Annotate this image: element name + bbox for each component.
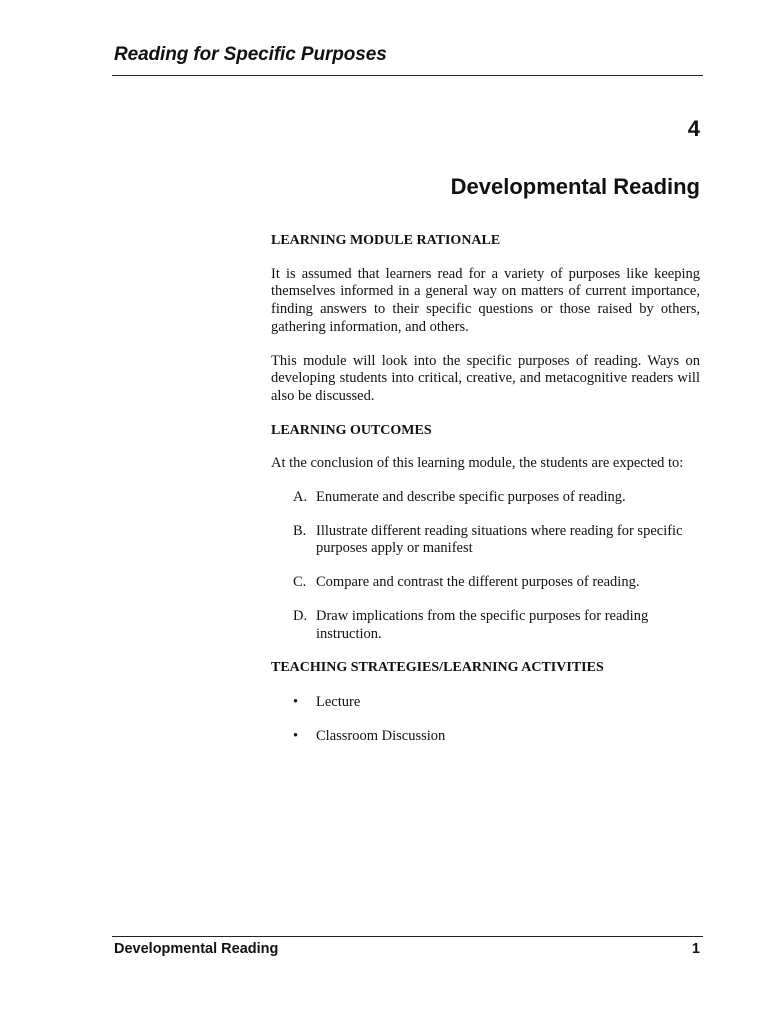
list-item [271, 608, 700, 643]
list-item [271, 489, 700, 507]
bullet-icon: • [293, 693, 299, 710]
list-item-marker: D. [293, 607, 308, 624]
main-content [271, 232, 700, 761]
bullet-icon: • [293, 727, 299, 744]
rationale-paragraph-1: It is assumed that learners read for a variety of purposes like keeping themselves informed in a general way on matters of current importance, finding answers to their specific questions or those raised by others, gathering information, and others. [271, 265, 700, 335]
list-item [271, 728, 700, 746]
list-item-text: Draw implications from the specific purposes for reading instruction. [316, 607, 649, 642]
list-item-text: Lecture [316, 693, 361, 710]
chapter-title: Developmental Reading [450, 174, 700, 199]
outcomes-heading: LEARNING OUTCOMES [271, 422, 432, 438]
list-item-marker: A. [293, 489, 308, 506]
rationale-paragraph-2: This module will look into the specific purposes of reading. Ways on developing students into critical, creative, and metacognitive readers will also be discussed. [271, 352, 700, 404]
list-item [271, 694, 700, 712]
outcomes-list [271, 489, 700, 643]
chapter-number: 4 [687, 116, 700, 141]
running-header-title: Reading for Specific Purposes [114, 44, 387, 65]
footer-divider [112, 936, 703, 937]
list-item-marker: B. [293, 522, 307, 539]
strategies-list [271, 694, 700, 745]
header-divider [112, 75, 703, 76]
list-item [271, 574, 700, 592]
list-item-text: Compare and contrast the different purposes of reading. [316, 574, 640, 591]
rationale-heading: LEARNING MODULE RATIONALE [271, 233, 501, 248]
list-item [271, 523, 700, 558]
strategies-heading: TEACHING STRATEGIES/LEARNING ACTIVITIES [271, 660, 604, 676]
list-item-text: Illustrate different reading situations where reading for specific purposes apply or manifest [316, 522, 683, 557]
outcomes-intro: At the conclusion of this learning module, the students are expected to: [271, 455, 684, 472]
page-number: 1 [691, 941, 700, 957]
list-item-text: Enumerate and describe specific purposes of reading. [316, 489, 626, 506]
running-footer-title: Developmental Reading [114, 941, 279, 957]
list-item-marker: C. [293, 574, 307, 591]
list-item-text: Classroom Discussion [316, 727, 446, 744]
